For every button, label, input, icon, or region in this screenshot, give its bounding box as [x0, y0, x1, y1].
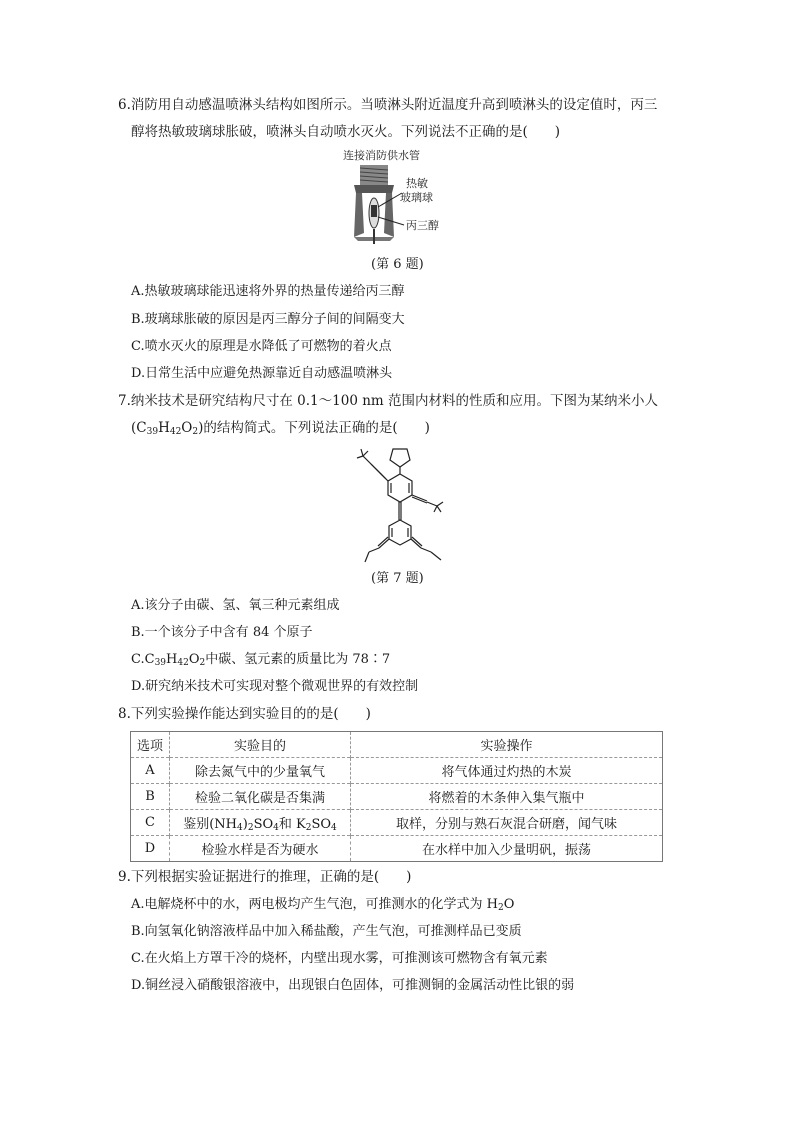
q9-stem: 9.下列根据实验证据进行的推理，正确的是( ) [118, 869, 412, 885]
q9-option-c: C.在火焰上方罩干冷的烧杯，内壁出现水雾，可推测该可燃物含有氧元素 [131, 951, 548, 966]
q6-option-b: B.玻璃球胀破的原因是丙三醇分子间的间隔变大 [131, 312, 405, 327]
q7-stem-line2: $(C_{39}H_{42}O_2)$的结构简式。下列说法正确的是( ) [131, 420, 430, 437]
table-row [131, 784, 663, 810]
row-purpose: 检验二氧化碳是否集满 [170, 784, 351, 810]
row-option: A [131, 758, 170, 784]
q6-option-c: C.喷水灭火的原理是水降低了可燃物的着火点 [131, 339, 392, 354]
row-option: C [131, 810, 170, 836]
row-purpose: 除去氮气中的少量氧气 [170, 758, 351, 784]
q6-option-a: A.热敏玻璃球能迅速将外界的热量传递给丙三醇 [131, 284, 405, 299]
q9-option-d: D.铜丝浸入硝酸银溶液中，出现银白色固体，可推测铜的金属活动性比银的弱 [131, 978, 575, 993]
row-operation: 取样，分别与熟石灰混合研磨，闻气味 [351, 810, 663, 836]
nanoputian-structure [355, 444, 445, 566]
q6-stem-line1: 6.消防用自动感温喷淋头结构如图所示。当喷淋头附近温度升高到喷淋头的设定值时，丙三 [118, 97, 658, 113]
q9-option-b: B.向氢氧化钠溶液样品中加入稀盐酸，产生气泡，可推测样品已变质 [131, 924, 522, 939]
q7-option-c: $C.C_{39}H_{42}O_2$中碳、氢元素的质量比为 78∶7 [131, 652, 391, 668]
table-row [131, 836, 663, 862]
figure-label-ball-1: 热敏 [406, 177, 428, 190]
sprinkler-figure [340, 145, 460, 247]
figure-label-ball-2: 玻璃球 [400, 191, 433, 204]
row-operation: 在水样中加入少量明矾，振荡 [351, 836, 663, 862]
q9-option-a: A.电解烧杯中的水，两电极均产生气泡，可推测水的化学式为 $H_2O$ [131, 897, 515, 913]
q6-stem-line2: 醇将热敏玻璃球胀破，喷淋头自动喷水灭火。下列说法不正确的是( ) [131, 124, 561, 140]
q7-option-b: B.一个该分子中含有 84 个原子 [131, 625, 313, 640]
row-purpose: 检验水样是否为硬水 [170, 836, 351, 862]
row-purpose: 鉴别$(NH_4)_2SO_4$和 $K_2SO_4$ [170, 810, 351, 836]
row-operation: 将气体通过灼热的木炭 [351, 758, 663, 784]
table-header-row [131, 732, 663, 758]
q7-stem-line1: 7.纳米技术是研究结构尺寸在 0.1～100 nm 范围内材料的性质和应用。下图为某纳米小人 [118, 393, 658, 409]
q8-table [130, 731, 663, 862]
figure-label-top: 连接消防供水管 [343, 149, 420, 162]
figure-label-liquid: 丙三醇 [406, 219, 439, 232]
header-operation: 实验操作 [480, 739, 533, 754]
header-purpose: 实验目的 [170, 732, 351, 758]
row-operation: 将燃着的木条伸入集气瓶中 [351, 784, 663, 810]
q7-caption: (第 7 题) [371, 571, 424, 586]
table-row [131, 758, 663, 784]
q6-option-d: D.日常生活中应避免热源靠近自动感温喷淋头 [131, 366, 393, 381]
row-option: D [131, 836, 170, 862]
q6-caption: (第 6 题) [371, 257, 424, 272]
table-row [131, 810, 663, 836]
q8-stem: 8.下列实验操作能达到实验目的的是( ) [118, 706, 371, 722]
header-option: 选项 [131, 732, 170, 758]
row-option: B [131, 784, 170, 810]
q7-option-d: D.研究纳米技术可实现对整个微观世界的有效控制 [131, 679, 419, 694]
q7-option-a: A.该分子由碳、氢、氧三种元素组成 [131, 598, 340, 613]
